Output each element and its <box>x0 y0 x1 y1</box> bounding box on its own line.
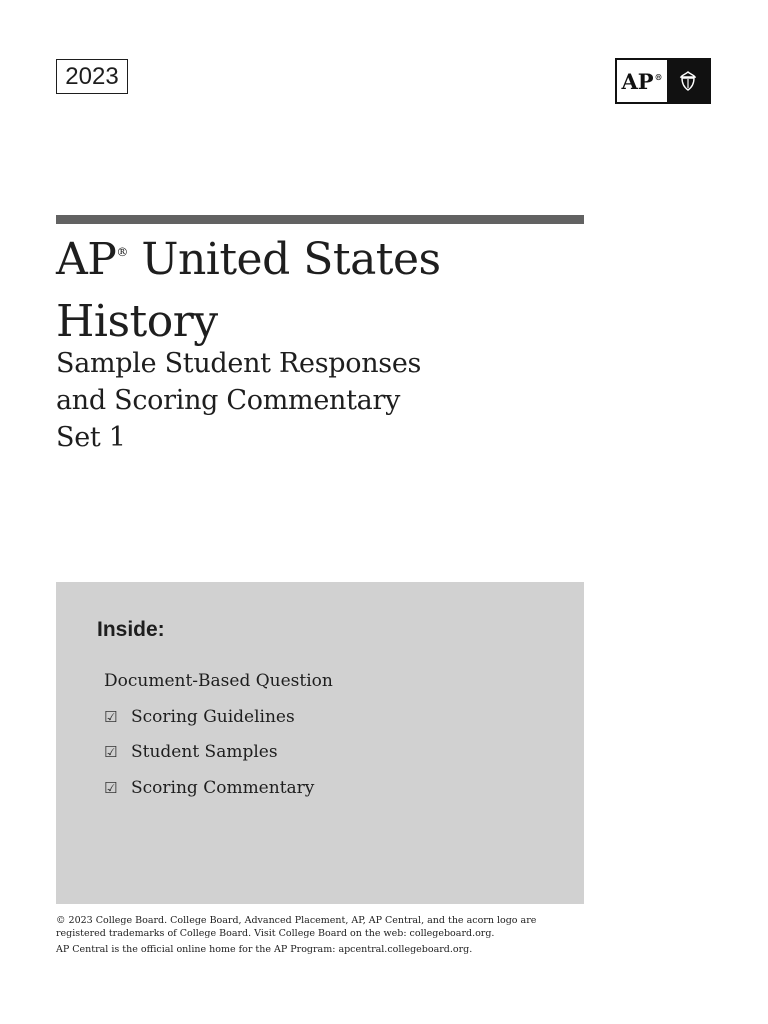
list-item-label: Scoring Guidelines <box>131 707 295 727</box>
subtitle-line-3: Set 1 <box>56 422 126 453</box>
ap-logo <box>615 58 711 104</box>
section-label: Document-Based Question <box>104 671 333 691</box>
page-subtitle <box>56 345 421 456</box>
year-badge <box>56 59 128 94</box>
title-line-1: AP® United States <box>56 234 441 285</box>
year-text: 2023 <box>65 62 119 90</box>
inside-heading: Inside: <box>97 618 165 641</box>
ap-central-text: AP Central is the official online home for the AP Program: apcentral.collegeboard.org. <box>56 944 473 955</box>
list-item-label: Scoring Commentary <box>131 778 315 798</box>
list-item <box>104 742 278 762</box>
copyright-text: © 2023 College Board. College Board, Advanced Placement, AP, AP Central, and the acorn logo are registered trademarks of College Board. Visit College Board on the web: collegeboard.org. <box>56 915 537 939</box>
list-item <box>104 778 314 798</box>
checkbox-checked-icon: ☑ <box>104 743 118 761</box>
title-rule <box>56 215 584 224</box>
ap-logo-text: AP ® <box>617 60 667 102</box>
checkbox-checked-icon: ☑ <box>104 708 118 726</box>
list-item <box>104 707 295 727</box>
footer <box>56 915 576 957</box>
subtitle-line-1: Sample Student Responses <box>56 348 422 379</box>
title-line-2: History <box>56 296 218 347</box>
page-title <box>56 234 441 348</box>
acorn-icon <box>667 60 709 102</box>
list-item-label: Student Samples <box>131 742 278 762</box>
inside-panel <box>56 582 584 904</box>
checkbox-checked-icon: ☑ <box>104 779 118 797</box>
subtitle-line-2: and Scoring Commentary <box>56 385 401 416</box>
